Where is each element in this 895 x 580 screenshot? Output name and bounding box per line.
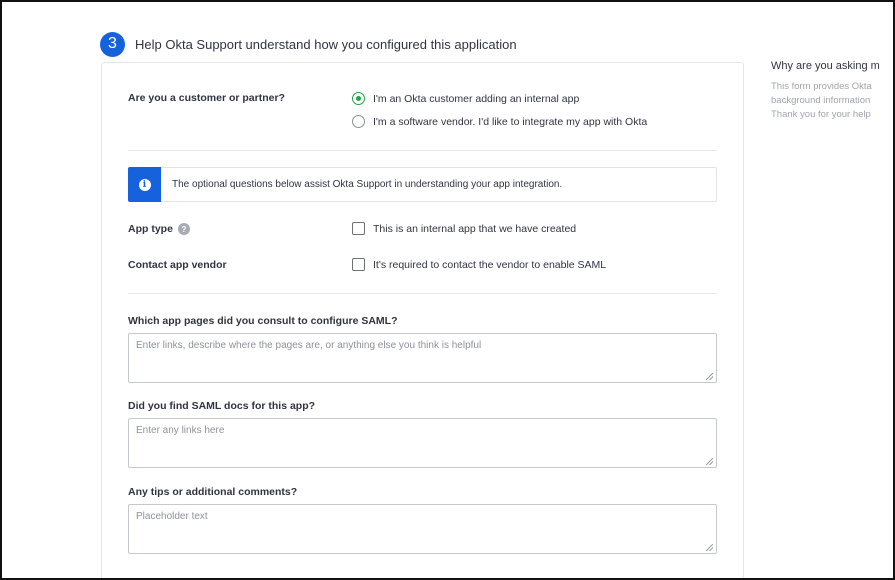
step-number-badge: 3 — [100, 32, 125, 57]
sidebar-help — [771, 60, 895, 122]
radio-vendor[interactable] — [352, 115, 365, 128]
sidebar-line: This form provides Okta — [771, 81, 872, 92]
sidebar-line: background information — [771, 95, 871, 106]
comments-textarea[interactable] — [128, 504, 717, 554]
contact-vendor-checkbox-label: It's required to contact the vendor to enable SAML — [373, 258, 607, 271]
app-type-label-text: App type — [128, 223, 173, 235]
info-banner-text: The optional questions below assist Okta Support in understanding your app integration. — [172, 179, 563, 190]
app-type-option[interactable] — [352, 222, 576, 235]
comments-label: Any tips or additional comments? — [128, 486, 298, 498]
info-banner — [128, 167, 717, 202]
app-type-checkbox[interactable] — [352, 222, 365, 235]
divider — [128, 293, 717, 294]
radio-customer-label: I'm an Okta customer adding an internal app — [373, 92, 580, 105]
radio-option-customer[interactable] — [352, 92, 579, 105]
customer-partner-label: Are you a customer or partner? — [128, 92, 285, 104]
pages-consulted-label: Which app pages did you consult to configure SAML? — [128, 315, 398, 327]
saml-docs-textarea[interactable] — [128, 418, 717, 468]
step-header — [100, 31, 517, 57]
app-type-checkbox-label: This is an internal app that we have created — [373, 222, 577, 235]
info-banner-accent — [128, 167, 161, 202]
contact-vendor-checkbox[interactable] — [352, 258, 365, 271]
radio-customer[interactable] — [352, 92, 365, 105]
help-icon[interactable]: ? — [178, 223, 190, 235]
contact-vendor-label: Contact app vendor — [128, 259, 227, 271]
radio-option-vendor[interactable] — [352, 115, 647, 128]
sidebar-title: Why are you asking m — [771, 60, 880, 72]
contact-vendor-option[interactable] — [352, 258, 606, 271]
info-icon: i — [139, 179, 151, 191]
divider — [128, 150, 717, 151]
pages-consulted-textarea[interactable] — [128, 333, 717, 383]
step-title: Help Okta Support understand how you configured this application — [135, 36, 517, 52]
radio-vendor-label: I'm a software vendor. I'd like to integrate my app with Okta — [373, 115, 648, 128]
sidebar-line: Thank you for your help — [771, 109, 871, 120]
saml-docs-label: Did you find SAML docs for this app? — [128, 400, 316, 412]
app-type-label — [128, 223, 190, 235]
